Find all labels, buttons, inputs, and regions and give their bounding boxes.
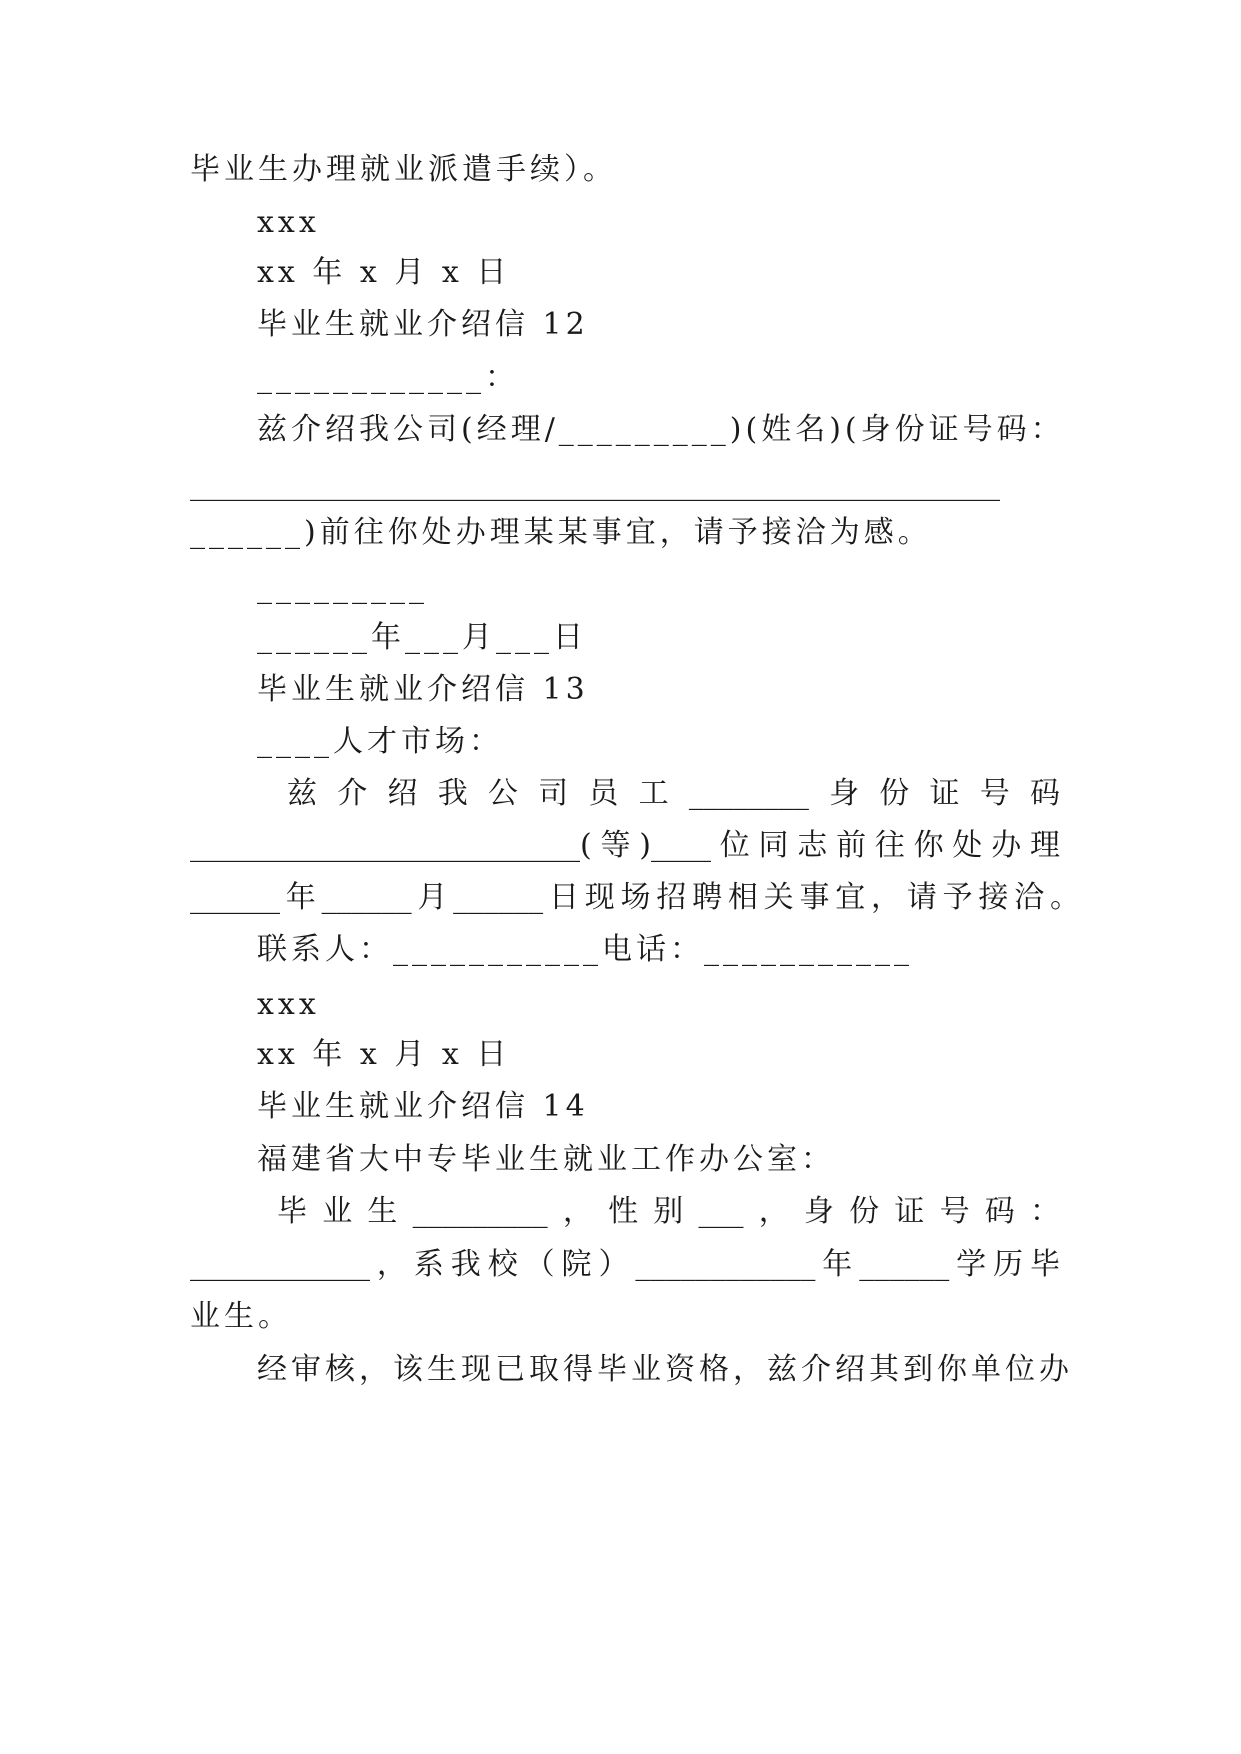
paragraph-line: 业生。: [190, 1299, 292, 1334]
section-heading: 毕业生就业介绍信 13: [257, 672, 589, 707]
paragraph-line: ______)前往你处办理某某事宜，请予接洽为感。: [190, 515, 932, 550]
paragraph-line: 经审核，该生现已取得毕业资格，兹介绍其到你单位办: [257, 1352, 1073, 1387]
recipient-blank: ____________：: [257, 360, 519, 395]
date-blank: ______年___月___日: [257, 620, 587, 655]
signature-line: xxx: [257, 205, 320, 240]
recipient-line: ____人才市场：: [257, 724, 503, 759]
section-heading: 毕业生就业介绍信 14: [257, 1089, 589, 1124]
paragraph-line: ______年______月______日现场招聘相关事宜，请予接洽。: [190, 880, 1080, 915]
paragraph-line: 毕业生办理就业派遣手续）。: [190, 152, 617, 187]
date-line: xx 年 x 月 x 日: [257, 1037, 511, 1072]
signature-line: xxx: [257, 987, 320, 1022]
paragraph-line: ____________，系我校（院）____________年______学历毕: [190, 1247, 1060, 1282]
recipient-line: 福建省大中专毕业生就业工作办公室：: [257, 1142, 835, 1177]
paragraph-line: 兹介绍我公司(经理/_________)(姓名)(身份证号码：: [257, 412, 1065, 447]
blank-line: ______________________________________________________: [190, 467, 1000, 502]
contact-line: 联系人：___________电话：___________: [257, 932, 913, 967]
paragraph-line: __________________________(等)____位同志前往你处办理: [190, 828, 1060, 863]
paragraph-line: 兹介绍我公司员工________身份证号码: [287, 776, 1060, 811]
signature-blank: _________: [257, 570, 428, 605]
section-heading: 毕业生就业介绍信 12: [257, 307, 589, 342]
paragraph-line: 毕业生_________，性别___，身份证号码：: [277, 1194, 1060, 1229]
date-line: xx 年 x 月 x 日: [257, 255, 511, 290]
